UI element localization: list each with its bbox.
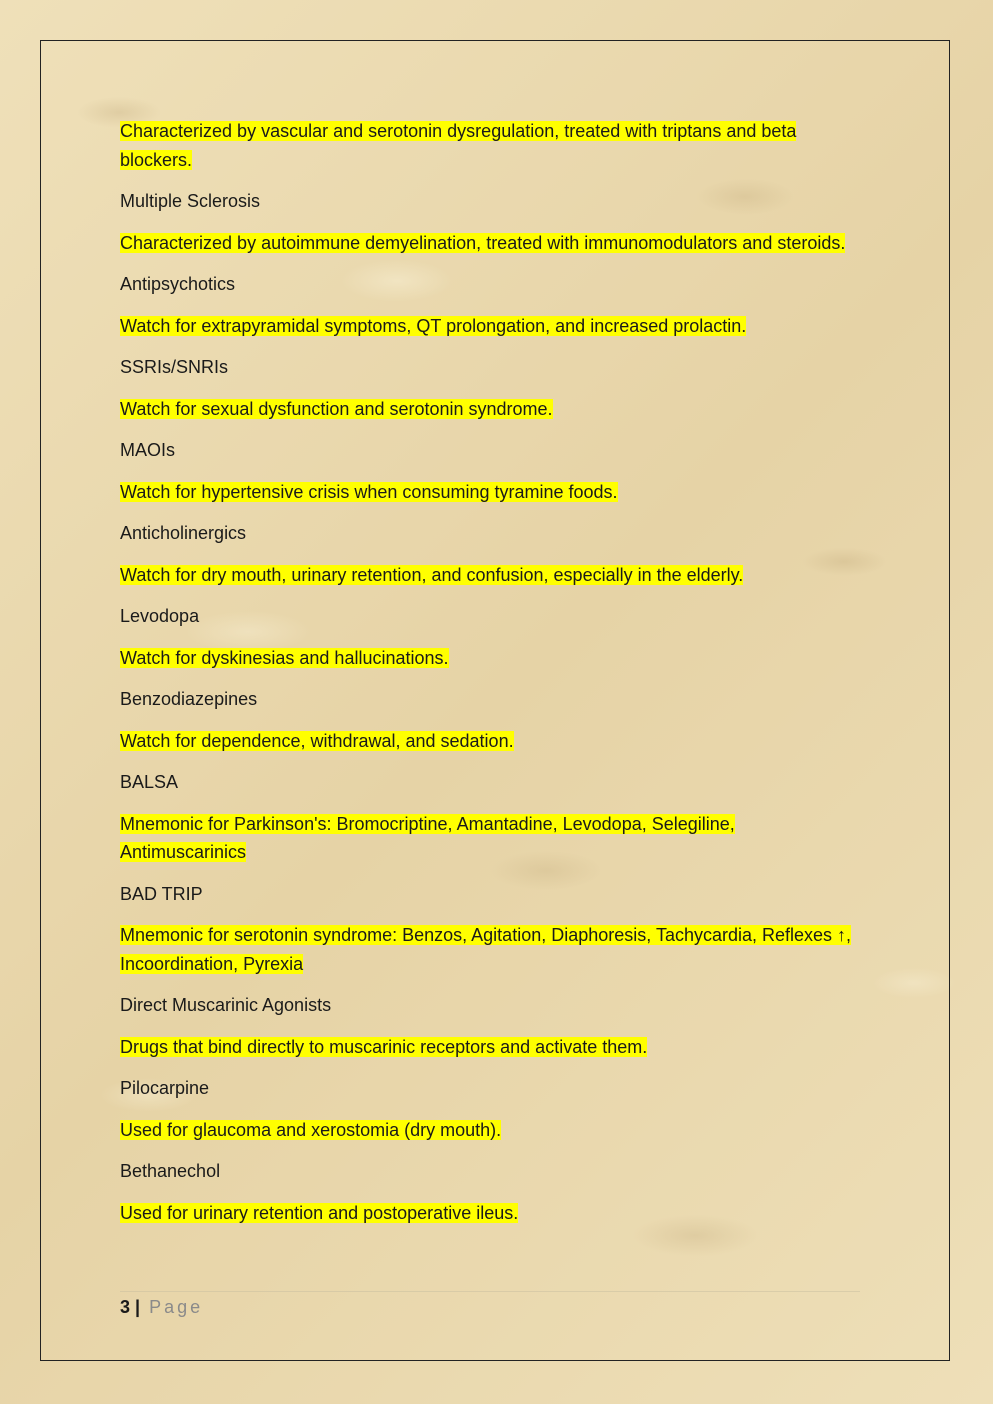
entry-11 <box>120 602 860 631</box>
page-footer <box>120 1295 203 1319</box>
entry-text: SSRIs/SNRIs <box>120 357 229 377</box>
entry-text: Watch for extrapyramidal symptoms, QT prolongation, and increased prolactin. <box>120 315 747 336</box>
entry-text: Watch for dry mouth, urinary retention, and confusion, especially in the elderly. <box>120 564 744 585</box>
entry-text: BAD TRIP <box>120 883 203 904</box>
document-body <box>120 117 860 1240</box>
page-label: Page <box>149 1297 204 1317</box>
entry-1 <box>120 187 860 216</box>
page-number: 3 <box>120 1297 131 1317</box>
entry-19 <box>120 991 860 1020</box>
entry-text: Mnemonic for serotonin syndrome: Benzos, Agitation, Diaphoresis, Tachycardia, Reflexes ↑, Incoordination, Pyrexia <box>120 925 852 974</box>
entry-text: Bethanechol <box>120 1161 221 1181</box>
entry-4 <box>120 312 860 341</box>
entry-15 <box>120 768 860 797</box>
entry-24 <box>120 1199 860 1228</box>
entry-22 <box>120 1116 860 1145</box>
entry-20 <box>120 1033 860 1062</box>
entry-text: Benzodiazepines <box>120 689 258 709</box>
entry-17 <box>120 880 860 909</box>
entry-18 <box>120 921 860 978</box>
entry-text: Anticholinergics <box>120 523 247 543</box>
entry-text: Characterized by vascular and serotonin dysregulation, treated with triptans and beta blockers. <box>120 121 797 170</box>
entry-0 <box>120 117 860 174</box>
entry-14 <box>120 727 860 756</box>
footer-separator: | <box>135 1297 141 1317</box>
entry-5 <box>120 353 860 382</box>
entry-text: Used for urinary retention and postoperative ileus. <box>120 1202 519 1223</box>
entry-text: Watch for dyskinesias and hallucinations. <box>120 647 449 668</box>
entry-text: Levodopa <box>120 606 200 626</box>
entry-text: Watch for sexual dysfunction and serotonin syndrome. <box>120 398 553 419</box>
entry-16 <box>120 810 860 867</box>
entry-text: Characterized by autoimmune demyelination, treated with immunomodulators and steroids. <box>120 232 846 253</box>
entry-text: Used for glaucoma and xerostomia (dry mouth). <box>120 1119 502 1140</box>
entry-8 <box>120 478 860 507</box>
entry-text: Antipsychotics <box>120 274 236 294</box>
entry-text: Multiple Sclerosis <box>120 191 261 211</box>
entry-7 <box>120 436 860 465</box>
entry-text: Direct Muscarinic Agonists <box>120 995 332 1015</box>
entry-13 <box>120 685 860 714</box>
entry-text: Watch for dependence, withdrawal, and sedation. <box>120 730 514 751</box>
entry-12 <box>120 644 860 673</box>
entry-9 <box>120 519 860 548</box>
entry-text: Pilocarpine <box>120 1078 210 1098</box>
entry-23 <box>120 1157 860 1186</box>
entry-2 <box>120 229 860 258</box>
footer-rule <box>120 1291 860 1292</box>
entry-text: Drugs that bind directly to muscarinic receptors and activate them. <box>120 1036 648 1057</box>
entry-text: BALSA <box>120 772 179 792</box>
entry-text: Watch for hypertensive crisis when consuming tyramine foods. <box>120 481 618 502</box>
entry-3 <box>120 270 860 299</box>
entry-10 <box>120 561 860 590</box>
entry-6 <box>120 395 860 424</box>
entry-text: MAOIs <box>120 440 176 460</box>
entry-21 <box>120 1074 860 1103</box>
entry-text: Mnemonic for Parkinson's: Bromocriptine, Amantadine, Levodopa, Selegiline, Antimuscarinics <box>120 813 735 862</box>
